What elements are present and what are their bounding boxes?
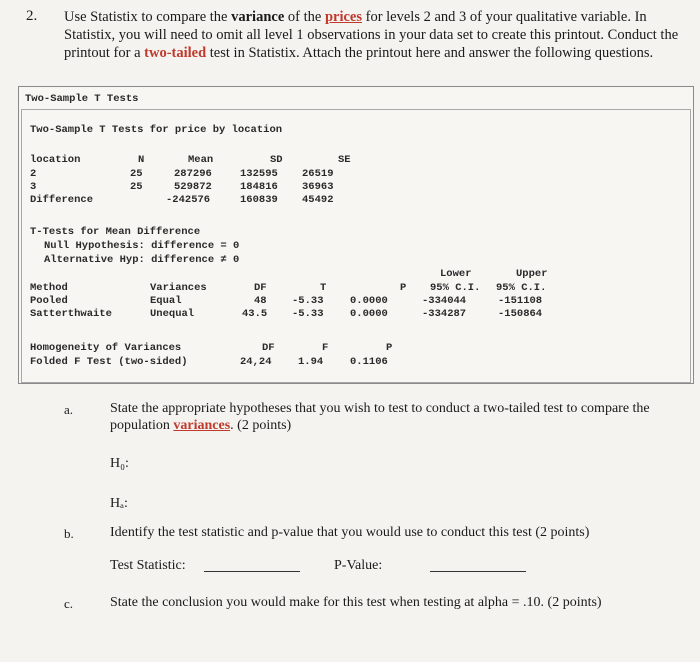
part-a-text xyxy=(110,400,670,434)
col-se: SE xyxy=(338,154,351,166)
test-statistic-label: Test Statistic: xyxy=(110,558,186,573)
folded-f-value: 1.94 xyxy=(298,356,324,368)
part-c-letter: c. xyxy=(64,596,74,611)
pooled-lower: -334044 xyxy=(422,295,467,307)
intro-two-tailed: two-tailed xyxy=(144,45,207,61)
row3-mean: -242576 xyxy=(166,194,211,206)
satt-t: -5.33 xyxy=(292,308,324,320)
row2-sd: 184816 xyxy=(240,181,278,193)
pooled-p: 0.0000 xyxy=(350,295,388,307)
col-n: N xyxy=(138,154,145,166)
satt-lower: -334287 xyxy=(422,308,467,320)
intro-variance: variance xyxy=(231,9,285,25)
pooled-variances: Equal xyxy=(150,295,182,307)
col-h-f: F xyxy=(322,342,329,354)
row1-location: 2 xyxy=(30,168,37,180)
part-b-letter: b. xyxy=(64,526,74,541)
part-a-letter: a. xyxy=(64,402,74,417)
col-df: DF xyxy=(254,282,267,294)
col-p: P xyxy=(400,282,407,294)
pooled-df: 48 xyxy=(254,295,267,307)
col-mean: Mean xyxy=(188,154,214,166)
part-a-variances: variances xyxy=(173,418,231,433)
satt-df: 43.5 xyxy=(242,308,268,320)
row3-se: 45492 xyxy=(302,194,334,206)
row2-n: 25 xyxy=(130,181,143,193)
col-h-df: DF xyxy=(262,342,275,354)
col-upper-2: 95% C.I. xyxy=(496,282,547,294)
ttest-null: Null Hypothesis: difference = 0 xyxy=(44,240,240,252)
satt-upper: -150864 xyxy=(498,308,543,320)
ttest-alt: Alternative Hyp: difference ≠ 0 xyxy=(44,254,240,266)
intro-text-3: for levels 2 and 3 of your qualitative variable. In Statistix, you will need to omit all level 1 observations in your data set to create this printout. Conduct the printout for a xyxy=(64,9,679,61)
folded-f-df: 24,24 xyxy=(240,356,272,368)
part-c-text: State the conclusion you would make for this test when testing at alpha = .10. (2 points) xyxy=(110,595,602,610)
h0-label: H₀: xyxy=(110,456,129,471)
row1-n: 25 xyxy=(130,168,143,180)
row1-se: 26519 xyxy=(302,168,334,180)
col-h-p: P xyxy=(386,342,393,354)
row3-location: Difference xyxy=(30,194,94,206)
p-value-blank[interactable] xyxy=(430,571,526,572)
statistix-printout xyxy=(18,86,694,384)
row1-sd: 132595 xyxy=(240,168,278,180)
printout-body xyxy=(21,109,691,383)
part-b-text: Identify the test statistic and p-value that you would use to conduct this test (2 points) xyxy=(110,525,590,540)
intro-text-1: Use Statistix to compare the xyxy=(64,9,232,25)
pooled-upper: -151108 xyxy=(498,295,543,307)
row2-location: 3 xyxy=(30,181,37,193)
folded-f-label: Folded F Test (two-sided) xyxy=(30,356,188,368)
satt-variances: Unequal xyxy=(150,308,195,320)
col-variances: Variances xyxy=(150,282,207,294)
row2-se: 36963 xyxy=(302,181,334,193)
intro-text-4: test in Statistix. Attach the printout here and answer the following questions. xyxy=(206,45,654,61)
ttest-title: T-Tests for Mean Difference xyxy=(30,226,201,238)
col-sd: SD xyxy=(270,154,283,166)
row3-sd: 160839 xyxy=(240,194,278,206)
col-lower-2: 95% C.I. xyxy=(430,282,481,294)
folded-f-p: 0.1106 xyxy=(350,356,388,368)
row1-mean: 287296 xyxy=(174,168,212,180)
ha-label: Hₐ: xyxy=(110,496,128,511)
question-intro xyxy=(64,8,684,62)
intro-text-2: of the xyxy=(284,9,325,25)
part-a-text-1: State the appropriate hypotheses that you wish to test to conduct a two-tailed test to compare the population xyxy=(110,401,650,433)
col-lower-1: Lower xyxy=(440,268,472,280)
intro-prices: prices xyxy=(324,9,362,25)
satt-method: Satterthwaite xyxy=(30,308,112,320)
row2-mean: 529872 xyxy=(174,181,212,193)
col-t: T xyxy=(320,282,327,294)
part-a-text-2: . (2 points) xyxy=(230,418,292,433)
col-location: location xyxy=(30,154,81,166)
pooled-method: Pooled xyxy=(30,295,68,307)
col-upper-1: Upper xyxy=(516,268,548,280)
col-method: Method xyxy=(30,282,68,294)
test-statistic-blank[interactable] xyxy=(204,571,300,572)
pooled-t: -5.33 xyxy=(292,295,324,307)
p-value-label: P-Value: xyxy=(334,558,383,573)
satt-p: 0.0000 xyxy=(350,308,388,320)
printout-subheading: Two-Sample T Tests for price by location xyxy=(30,124,283,136)
printout-heading: Two-Sample T Tests xyxy=(25,93,139,105)
col-homogeneity: Homogeneity of Variances xyxy=(30,342,182,354)
question-number: 2. xyxy=(26,8,38,24)
